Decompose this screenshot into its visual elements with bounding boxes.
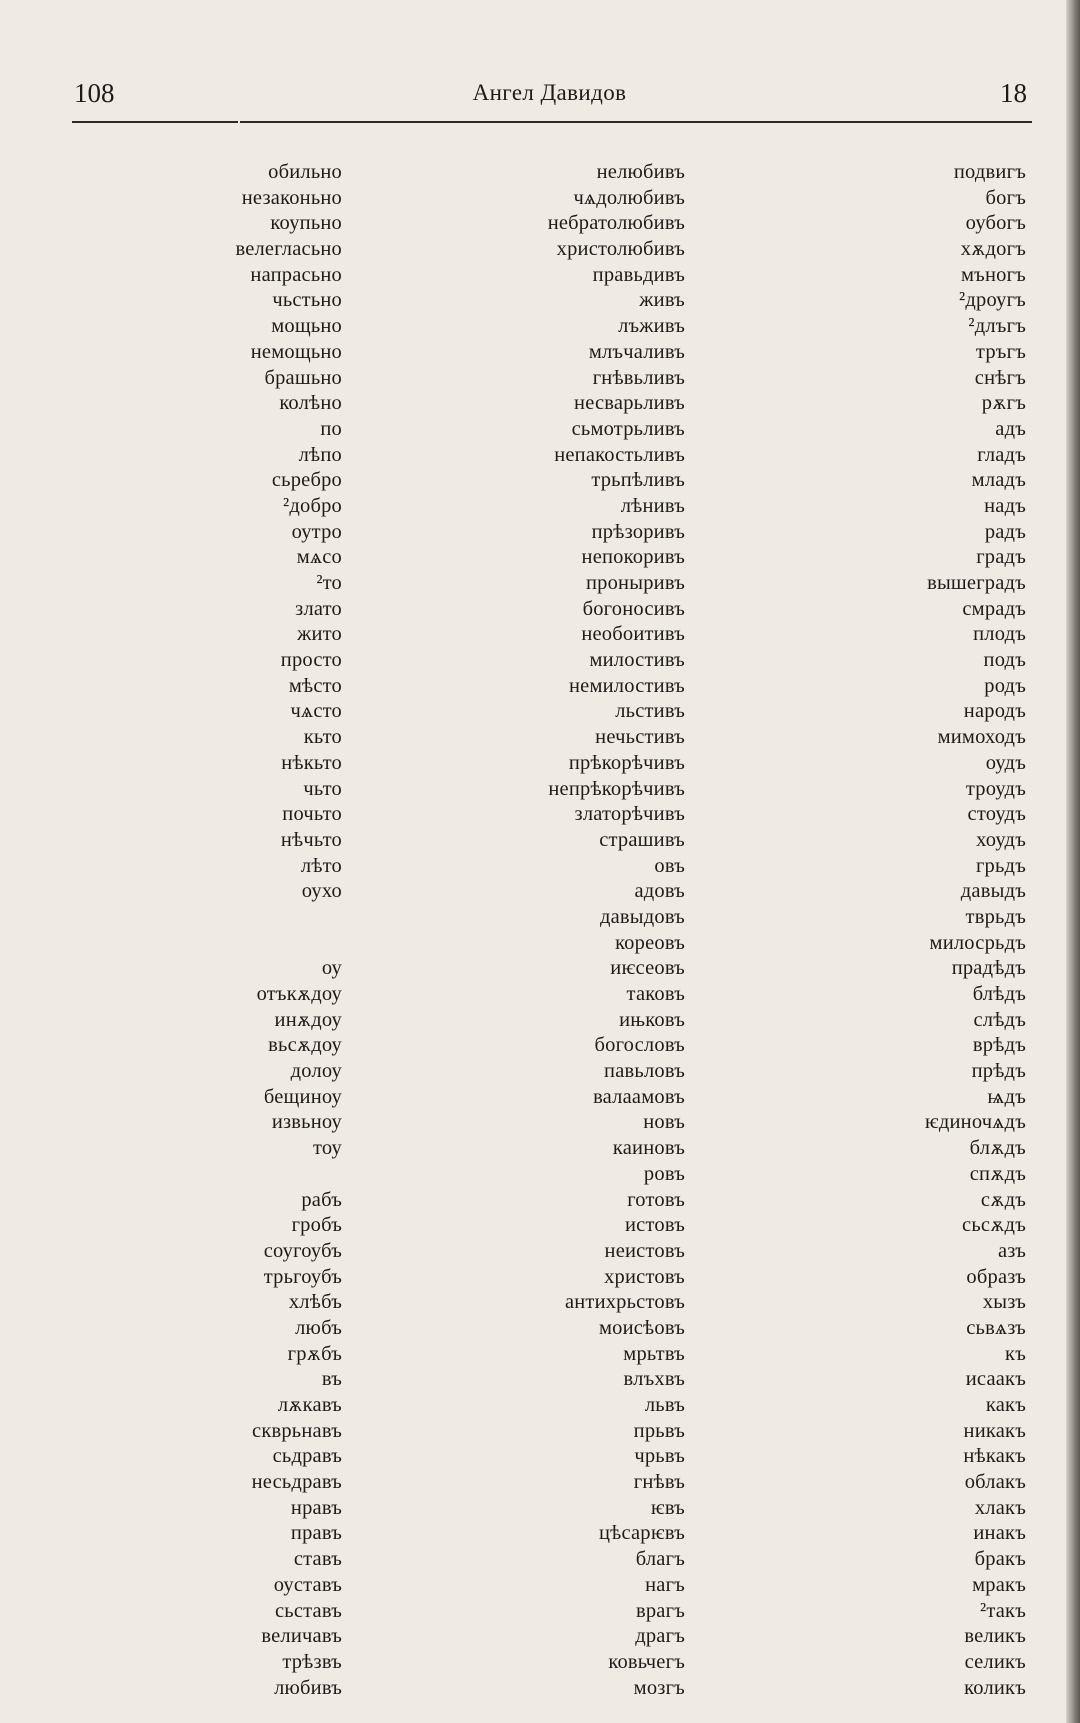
- word-entry: ²добро: [283, 494, 342, 517]
- word-entry: богъ: [985, 186, 1026, 209]
- word-entry: рѫгъ: [981, 392, 1026, 415]
- word-entry: мимоходъ: [937, 726, 1026, 749]
- word-entry: бракъ: [974, 1548, 1026, 1571]
- word-entry: обильно: [268, 161, 342, 183]
- word-entry: младъ: [971, 469, 1026, 492]
- word-entry: истовъ: [625, 1214, 685, 1237]
- word-entry: ²дроугъ: [959, 289, 1026, 312]
- page-edge-shadow: [1066, 0, 1080, 1723]
- word-entry: грѫбъ: [287, 1342, 342, 1365]
- word-entry: сьставъ: [274, 1599, 342, 1622]
- word-entry: гладъ: [977, 443, 1026, 466]
- word-entry: къ: [1005, 1342, 1026, 1365]
- word-entry: родъ: [984, 674, 1026, 697]
- word-entry: валаамовъ: [593, 1085, 685, 1108]
- word-entry: правьдивъ: [592, 263, 685, 286]
- word-entry: брашьно: [264, 366, 342, 389]
- word-entry: чьстьно: [272, 289, 342, 312]
- word-entry: овъ: [654, 854, 685, 877]
- word-entry: живъ: [639, 289, 685, 312]
- word-entry: долоу: [290, 1060, 342, 1083]
- word-entry: тоу: [312, 1137, 342, 1160]
- word-entry: каиновъ: [612, 1137, 685, 1160]
- word-entry: нечьстивъ: [595, 726, 685, 749]
- word-entry: оу: [321, 957, 342, 980]
- word-entry: драгъ: [635, 1625, 685, 1648]
- word-entry: хѫдогъ: [960, 238, 1026, 261]
- word-entry: сьмотрьливъ: [571, 417, 685, 440]
- word-entry: оутро: [291, 520, 342, 543]
- word-entry: оуставъ: [273, 1573, 342, 1596]
- word-entry: давыдъ: [960, 880, 1026, 903]
- word-entry: правъ: [290, 1522, 342, 1545]
- word-entry: жито: [297, 623, 342, 646]
- word-entry: мракъ: [972, 1573, 1026, 1596]
- word-column-3: [925, 160, 1026, 1701]
- word-entry: снѣгъ: [974, 366, 1026, 389]
- word-entry: вьсѫдоу: [268, 1034, 342, 1057]
- word-entry: таковъ: [626, 983, 685, 1005]
- word-entry: сьсѫдъ: [962, 1214, 1026, 1237]
- word-entry: лъживъ: [618, 315, 685, 338]
- word-entry: въ: [321, 1368, 342, 1391]
- word-entry: готовъ: [627, 1188, 685, 1211]
- word-entry: новъ: [643, 1111, 685, 1134]
- word-entry: мрьтвъ: [623, 1342, 685, 1365]
- word-entry: сьребро: [271, 469, 342, 492]
- word-entry: непокоривъ: [581, 546, 685, 569]
- word-entry: отъкѫдоу: [256, 983, 342, 1005]
- word-entry: мозгъ: [633, 1676, 685, 1699]
- page-number: 108: [74, 78, 115, 108]
- word-entry: подъ: [983, 649, 1026, 672]
- word-entry: ѥвъ: [650, 1496, 685, 1519]
- word-entry: плодъ: [973, 623, 1026, 646]
- word-entry: адъ: [995, 417, 1026, 440]
- word-entry: смрадъ: [962, 597, 1026, 620]
- word-entry: ²то: [316, 572, 342, 594]
- word-entry: скврьнавъ: [252, 1419, 342, 1442]
- word-entry: облакъ: [964, 1471, 1026, 1494]
- word-entry: хызъ: [982, 1291, 1026, 1314]
- word-entry: блѣдъ: [972, 983, 1026, 1005]
- word-entry: какъ: [985, 1394, 1026, 1416]
- word-entry: прѣзоривъ: [591, 520, 685, 543]
- word-entry: богоносивъ: [582, 597, 685, 620]
- word-entry: грьдъ: [975, 854, 1026, 877]
- word-entry: по: [320, 417, 342, 440]
- word-entry: павьловъ: [604, 1060, 685, 1083]
- word-entry: величавъ: [261, 1625, 342, 1648]
- word-entry: инакъ: [973, 1522, 1026, 1545]
- word-entry: врѣдъ: [972, 1034, 1026, 1057]
- header-rule-right: [240, 121, 1032, 123]
- word-column-2: [548, 160, 685, 1701]
- word-entry: любивъ: [274, 1676, 342, 1699]
- word-entry: ѥдиночѧдъ: [924, 1111, 1026, 1134]
- word-entry: львъ: [644, 1394, 685, 1416]
- word-entry: неистовъ: [604, 1239, 685, 1262]
- word-entry: велегласьно: [235, 238, 342, 261]
- running-title: Ангел Давидов: [472, 80, 627, 105]
- word-entry: [235, 905, 342, 931]
- word-entry: образъ: [966, 1265, 1026, 1288]
- word-entry: чьто: [303, 777, 342, 800]
- word-column-1: [235, 160, 342, 1701]
- word-entry: трѣзвъ: [282, 1650, 342, 1673]
- word-entry: слѣдъ: [973, 1008, 1026, 1031]
- word-entry: лѣнивъ: [620, 494, 685, 517]
- running-header: [72, 78, 1027, 118]
- word-entry: извьноу: [271, 1111, 342, 1134]
- word-entry: кореовъ: [615, 931, 685, 954]
- word-entry: нагъ: [645, 1573, 685, 1596]
- word-entry: прадѣдъ: [951, 957, 1026, 980]
- word-entry: коликъ: [964, 1676, 1026, 1699]
- word-entry: несварьливъ: [574, 392, 685, 415]
- word-entry: [235, 931, 342, 957]
- word-entry: нѣкакъ: [963, 1445, 1026, 1468]
- word-entry: тврьдъ: [965, 905, 1026, 928]
- word-entry: спѫдъ: [969, 1162, 1026, 1185]
- header-rule-left: [72, 121, 238, 123]
- word-entry: чѧсто: [290, 700, 342, 723]
- word-entry: златорѣчивъ: [574, 803, 685, 826]
- word-entry: непрѣкорѣчивъ: [548, 777, 685, 800]
- word-entry: мѣсто: [288, 674, 342, 697]
- word-entry: подвигъ: [953, 161, 1026, 183]
- word-entry: инѫдоу: [274, 1008, 342, 1031]
- word-entry: влъхвъ: [623, 1368, 685, 1391]
- word-entry: чѧдолюбивъ: [573, 186, 685, 209]
- word-entry: великъ: [964, 1625, 1026, 1648]
- word-entry: льстивъ: [615, 700, 685, 723]
- word-entry: селикъ: [964, 1650, 1026, 1673]
- word-entry: градъ: [976, 546, 1026, 569]
- word-entry: нѣчьто: [280, 828, 342, 851]
- word-entry: народъ: [963, 700, 1026, 723]
- word-entry: милостивъ: [589, 649, 685, 672]
- word-entry: чрьвъ: [634, 1445, 685, 1468]
- word-entry: рабъ: [301, 1188, 342, 1211]
- word-entry: гнѣвьливъ: [592, 366, 685, 389]
- word-entry: необоитивъ: [581, 623, 685, 646]
- word-entry: троудъ: [965, 777, 1026, 800]
- word-entry: страшивъ: [599, 828, 685, 851]
- word-entry: лѫкавъ: [277, 1394, 342, 1416]
- word-entry: антихрьстовъ: [564, 1291, 685, 1314]
- word-entry: прѣдъ: [971, 1060, 1026, 1083]
- word-entry: богословъ: [594, 1034, 685, 1057]
- word-entry: милосрьдъ: [929, 931, 1026, 954]
- word-entry: сьдравъ: [272, 1445, 342, 1468]
- word-entry: непакостьливъ: [554, 443, 685, 466]
- word-entry: прьвъ: [633, 1419, 685, 1442]
- word-entry: напрасьно: [250, 263, 342, 286]
- word-entry: гробъ: [291, 1214, 342, 1237]
- word-entry: незаконьно: [241, 186, 342, 209]
- word-entry: ровъ: [643, 1162, 685, 1185]
- word-entry: гнѣвъ: [633, 1471, 685, 1494]
- word-entry: оухо: [301, 880, 342, 903]
- word-entry: оубогъ: [965, 212, 1026, 235]
- word-entry: немощьно: [250, 340, 342, 363]
- word-entry: несьдравъ: [251, 1471, 342, 1494]
- section-number: 18: [1000, 78, 1027, 108]
- word-entry: лѣпо: [298, 443, 342, 466]
- word-entry: мъногъ: [960, 263, 1026, 286]
- word-entry: надъ: [984, 494, 1026, 517]
- word-entry: небратолюбивъ: [547, 212, 685, 235]
- word-entry: хлѣбъ: [288, 1291, 342, 1314]
- word-entry: адовъ: [634, 880, 685, 903]
- word-entry: моисѣовъ: [598, 1316, 685, 1339]
- word-entry: оудъ: [985, 751, 1026, 774]
- word-entry: бещиноу: [263, 1085, 342, 1108]
- word-entry: ковьчегъ: [608, 1650, 685, 1673]
- word-entry: лѣто: [300, 854, 342, 877]
- word-entry: кьто: [303, 726, 342, 749]
- word-entry: ставъ: [293, 1548, 342, 1571]
- word-entry: тръгъ: [975, 340, 1026, 363]
- word-entry: вышеградъ: [927, 572, 1026, 594]
- word-entry: радъ: [984, 520, 1026, 543]
- word-entry: сьвѧзъ: [966, 1316, 1026, 1339]
- word-entry: благъ: [635, 1548, 685, 1571]
- word-entry: коупьно: [270, 212, 342, 235]
- word-entry: азъ: [997, 1239, 1026, 1262]
- word-entry: ѩдъ: [987, 1085, 1026, 1108]
- word-entry: [235, 1162, 342, 1188]
- word-entry: нравъ: [290, 1496, 342, 1519]
- word-entry: проныривъ: [585, 572, 685, 594]
- word-entry: трьгоубъ: [263, 1265, 342, 1288]
- word-entry: колѣно: [279, 392, 342, 415]
- word-entry: никакъ: [963, 1419, 1026, 1442]
- word-entry: нѣкьто: [281, 751, 342, 774]
- word-entry: немилостивъ: [568, 674, 685, 697]
- word-entry: блѫдъ: [969, 1137, 1026, 1160]
- word-entry: почьто: [282, 803, 342, 826]
- word-entry: трьпѣливъ: [591, 469, 685, 492]
- word-entry: иѥсеовъ: [610, 957, 685, 980]
- word-entry: нелюбивъ: [596, 161, 685, 183]
- word-entry: врагъ: [635, 1599, 685, 1622]
- word-entry: ²такъ: [979, 1599, 1026, 1622]
- word-entry: ињковъ: [619, 1008, 685, 1031]
- word-entry: мѧсо: [296, 546, 342, 569]
- word-entry: ²длъгъ: [968, 315, 1026, 338]
- word-entry: цѣсарѥвъ: [598, 1522, 685, 1545]
- word-entry: исаакъ: [965, 1368, 1026, 1391]
- word-entry: хоудъ: [976, 828, 1026, 851]
- word-entry: мощьно: [271, 315, 342, 338]
- word-entry: хлакъ: [974, 1496, 1026, 1519]
- word-entry: просто: [280, 649, 342, 672]
- word-entry: злато: [295, 597, 342, 620]
- word-entry: стоудъ: [967, 803, 1026, 826]
- word-entry: млъчаливъ: [588, 340, 685, 363]
- word-entry: прѣкорѣчивъ: [568, 751, 685, 774]
- word-entry: давыдовъ: [599, 905, 685, 928]
- word-entry: соугоубъ: [263, 1239, 342, 1262]
- word-entry: сѫдъ: [980, 1188, 1026, 1211]
- word-entry: любъ: [295, 1316, 342, 1339]
- word-entry: христовъ: [604, 1265, 685, 1288]
- word-entry: христолюбивъ: [556, 238, 685, 261]
